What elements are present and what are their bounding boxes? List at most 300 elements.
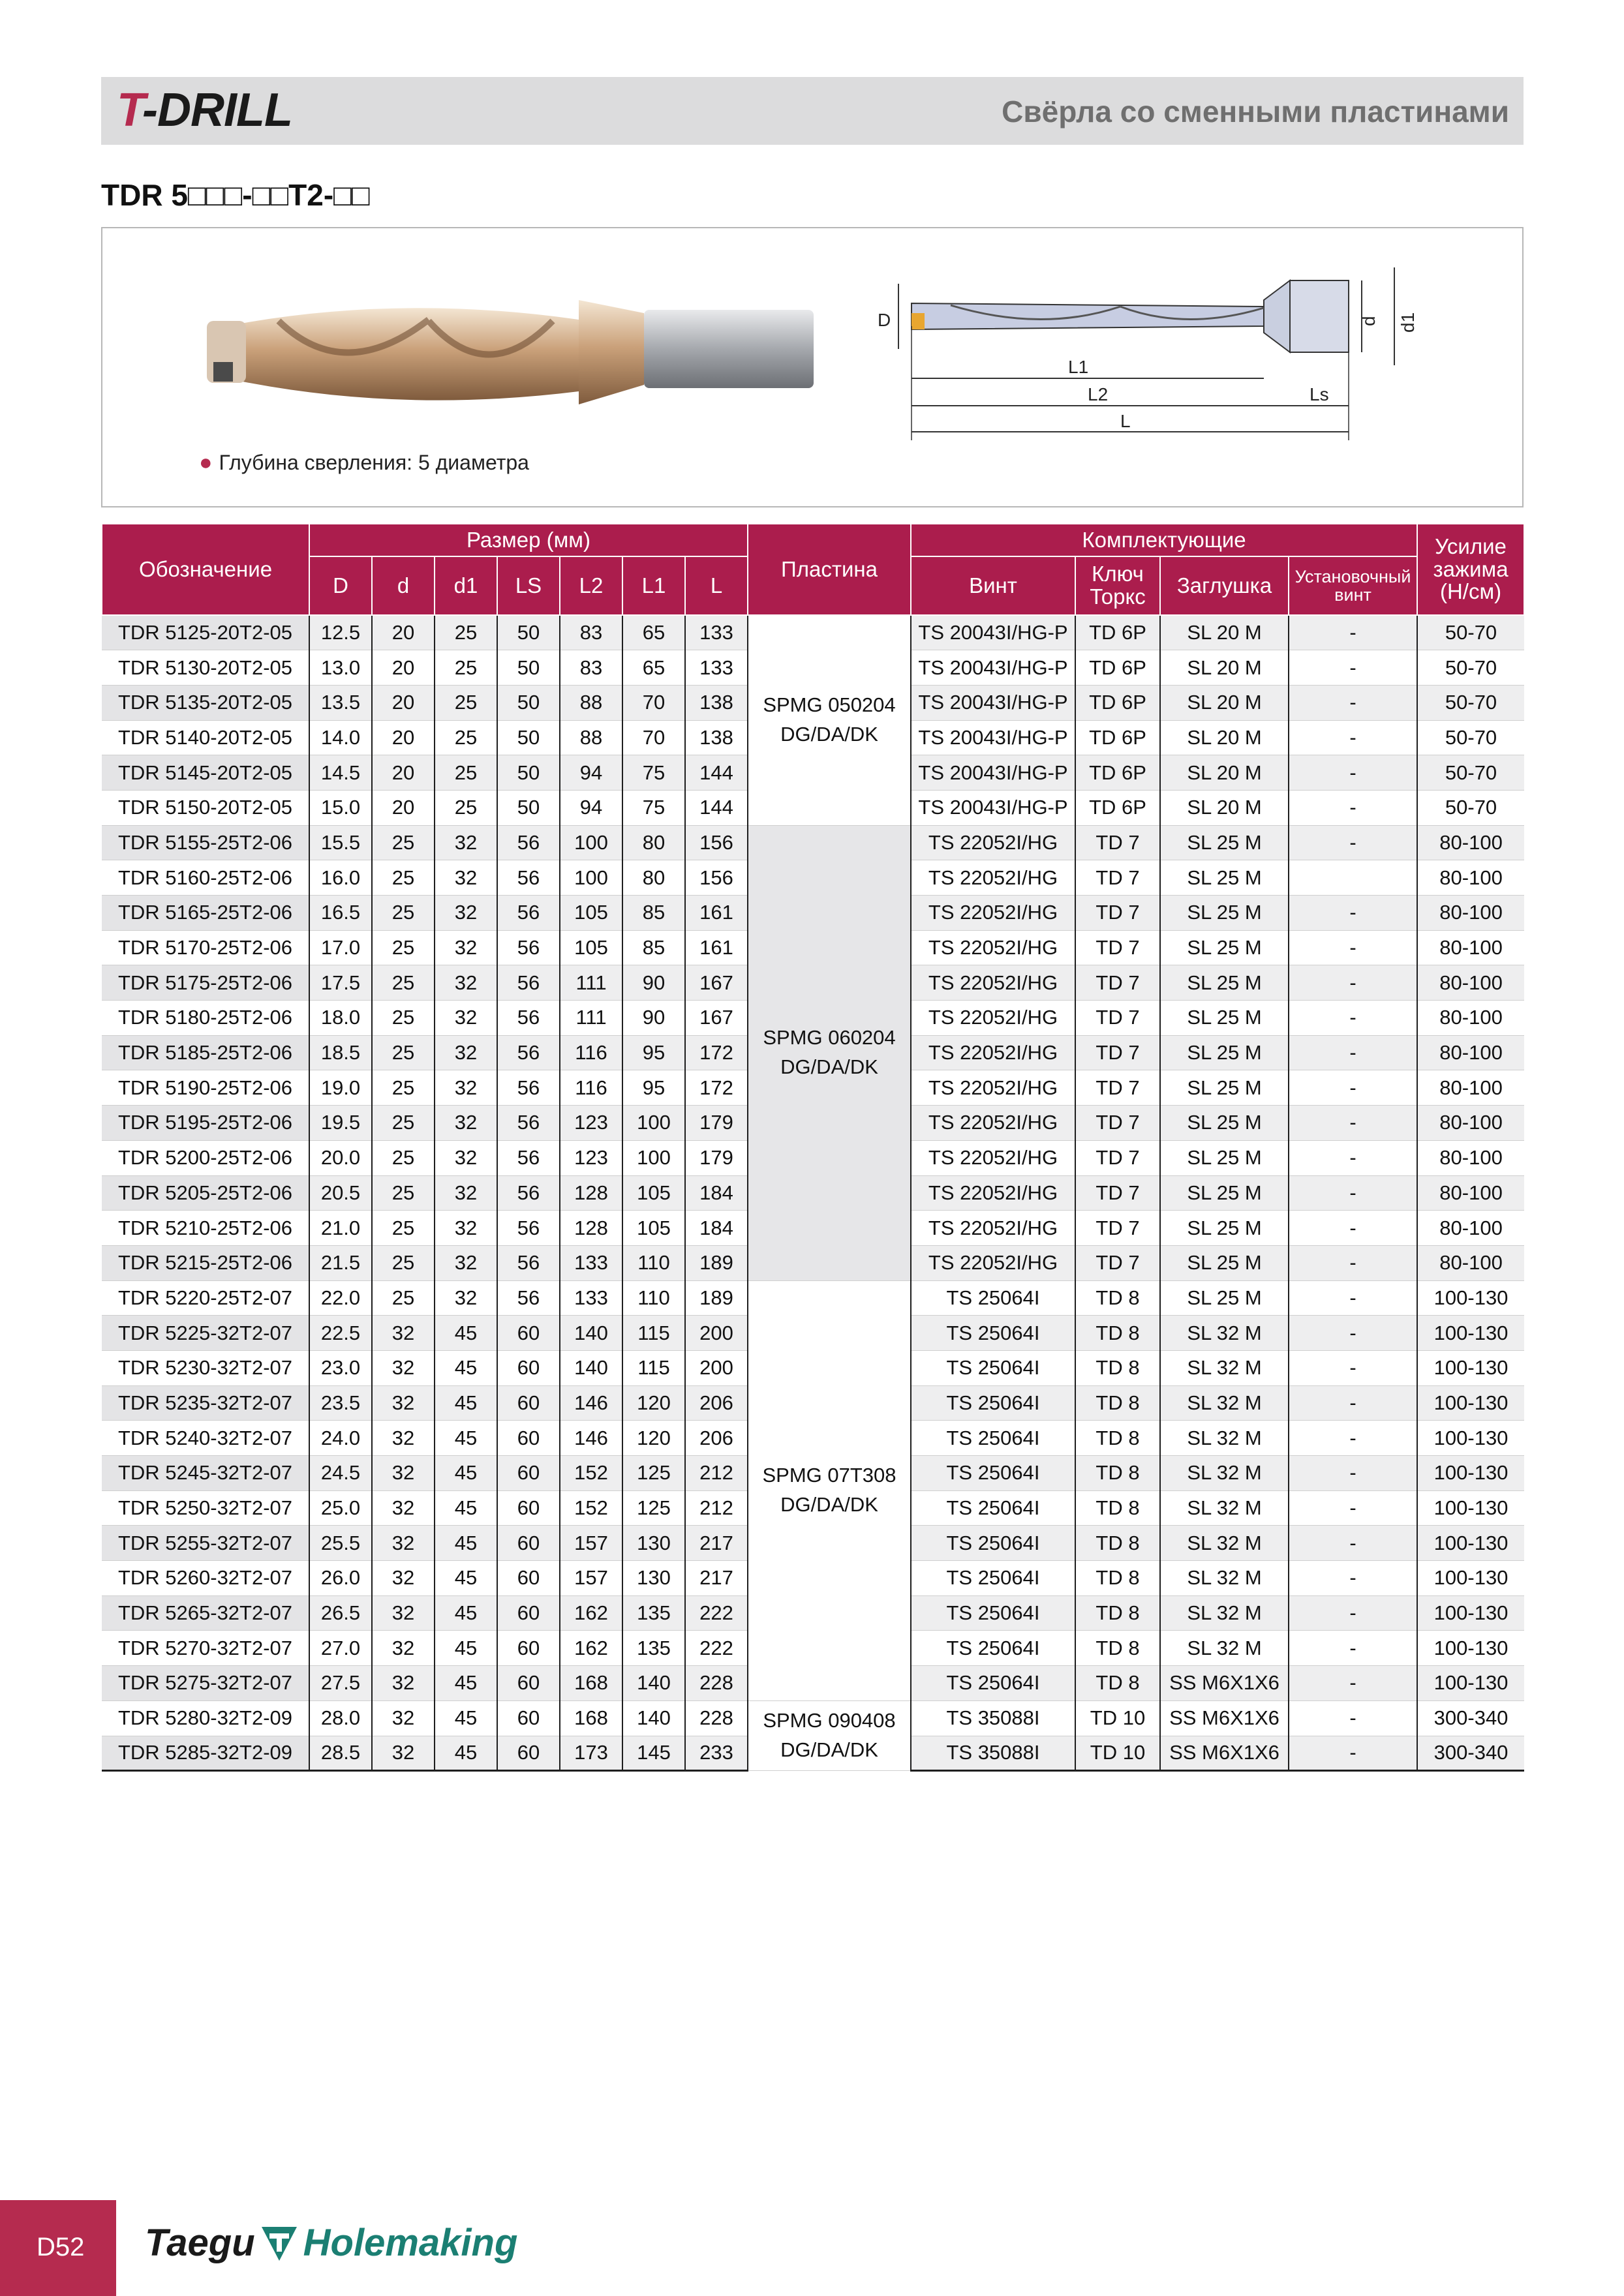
cell-L1: 70: [622, 685, 685, 720]
cell-LS: 56: [497, 1280, 560, 1316]
cell-plug: SL 20 M: [1160, 790, 1289, 825]
cell-force: 100-130: [1417, 1456, 1524, 1491]
cell-force: 100-130: [1417, 1421, 1524, 1456]
cell-D: 19.0: [309, 1070, 372, 1106]
cell-d: 32: [372, 1736, 435, 1771]
cell-force: 50-70: [1417, 755, 1524, 791]
cell-set: -: [1289, 1280, 1417, 1316]
cell-L: 222: [685, 1631, 748, 1666]
cell-L2: 111: [560, 1001, 622, 1036]
cell-L1: 100: [622, 1140, 685, 1175]
cell-screw: TS 22052I/HG: [911, 965, 1075, 1001]
cell-force: 80-100: [1417, 930, 1524, 965]
cell-force: 100-130: [1417, 1350, 1524, 1385]
cell-plug: SL 25 M: [1160, 965, 1289, 1001]
cell-L: 189: [685, 1245, 748, 1280]
cell-plug: SL 20 M: [1160, 615, 1289, 650]
cell-key: TD 8: [1075, 1666, 1160, 1701]
cell-designation: TDR 5170-25T2-06: [102, 930, 309, 965]
cell-key: TD 10: [1075, 1700, 1160, 1736]
cell-L: 144: [685, 790, 748, 825]
cell-plug: SL 32 M: [1160, 1561, 1289, 1596]
cell-plug: SL 25 M: [1160, 896, 1289, 931]
cell-set: -: [1289, 965, 1417, 1001]
cell-D: 24.0: [309, 1421, 372, 1456]
cell-L1: 95: [622, 1035, 685, 1070]
cell-key: TD 7: [1075, 1070, 1160, 1106]
col-D: D: [309, 556, 372, 615]
table-body: [102, 615, 1524, 1771]
cell-force: 100-130: [1417, 1385, 1524, 1421]
cell-set: -: [1289, 1595, 1417, 1631]
cell-L1: 125: [622, 1456, 685, 1491]
cell-L2: 94: [560, 755, 622, 791]
cell-plug: SL 32 M: [1160, 1385, 1289, 1421]
cell-screw: TS 20043I/HG-P: [911, 650, 1075, 686]
cell-D: 18.0: [309, 1001, 372, 1036]
cell-L: 228: [685, 1700, 748, 1736]
cell-key: TD 8: [1075, 1350, 1160, 1385]
cell-d: 25: [372, 1070, 435, 1106]
cell-force: 50-70: [1417, 790, 1524, 825]
cell-key: TD 8: [1075, 1561, 1160, 1596]
cell-L2: 128: [560, 1175, 622, 1211]
cell-d1: 45: [435, 1666, 497, 1701]
cell-plug: SL 25 M: [1160, 860, 1289, 896]
cell-D: 26.0: [309, 1561, 372, 1596]
cell-force: 300-340: [1417, 1736, 1524, 1771]
cell-set: -: [1289, 1245, 1417, 1280]
cell-LS: 50: [497, 650, 560, 686]
cell-D: 12.5: [309, 615, 372, 650]
cell-d1: 45: [435, 1526, 497, 1561]
cell-set: -: [1289, 615, 1417, 650]
cell-key: TD 7: [1075, 1245, 1160, 1280]
cell-screw: TS 25064I: [911, 1456, 1075, 1491]
cell-d1: 32: [435, 1280, 497, 1316]
col-group-components: Комплектующие: [911, 524, 1417, 556]
cell-d1: 32: [435, 825, 497, 860]
cell-LS: 60: [497, 1526, 560, 1561]
cell-d1: 32: [435, 965, 497, 1001]
cell-key: TD 8: [1075, 1526, 1160, 1561]
cell-designation: TDR 5250-32T2-07: [102, 1490, 309, 1526]
cell-screw: TS 25064I: [911, 1631, 1075, 1666]
cell-D: 22.0: [309, 1280, 372, 1316]
cell-D: 27.5: [309, 1666, 372, 1701]
cell-designation: TDR 5280-32T2-09: [102, 1700, 309, 1736]
cell-d1: 25: [435, 790, 497, 825]
cell-L: 138: [685, 720, 748, 755]
cell-force: 100-130: [1417, 1595, 1524, 1631]
cell-L1: 90: [622, 1001, 685, 1036]
cell-LS: 50: [497, 720, 560, 755]
cell-key: TD 8: [1075, 1456, 1160, 1491]
cell-screw: TS 22052I/HG: [911, 860, 1075, 896]
dim-label-d1: d1: [1398, 312, 1418, 333]
cell-screw: TS 22052I/HG: [911, 1001, 1075, 1036]
cell-screw: TS 35088I: [911, 1736, 1075, 1771]
table-row: [102, 615, 1524, 650]
cell-plug: SL 32 M: [1160, 1421, 1289, 1456]
cell-key: TD 8: [1075, 1490, 1160, 1526]
cell-d: 32: [372, 1561, 435, 1596]
cell-L2: 152: [560, 1490, 622, 1526]
cell-set: -: [1289, 685, 1417, 720]
cell-L: 206: [685, 1421, 748, 1456]
cell-d: 32: [372, 1456, 435, 1491]
cell-key: TD 7: [1075, 860, 1160, 896]
cell-designation: TDR 5220-25T2-07: [102, 1280, 309, 1316]
cell-L2: 168: [560, 1666, 622, 1701]
col-set-screw: Установочный винт: [1289, 556, 1417, 615]
cell-designation: TDR 5270-32T2-07: [102, 1631, 309, 1666]
cell-d1: 45: [435, 1736, 497, 1771]
cell-LS: 60: [497, 1316, 560, 1351]
col-screw: Винт: [911, 556, 1075, 615]
cell-L: 217: [685, 1561, 748, 1596]
cell-L1: 70: [622, 720, 685, 755]
cell-plug: SL 25 M: [1160, 1245, 1289, 1280]
cell-D: 20.5: [309, 1175, 372, 1211]
cell-plug: SL 25 M: [1160, 1140, 1289, 1175]
cell-LS: 60: [497, 1736, 560, 1771]
cell-key: TD 6P: [1075, 755, 1160, 791]
cell-d1: 45: [435, 1316, 497, 1351]
cell-D: 23.5: [309, 1385, 372, 1421]
cell-LS: 56: [497, 1070, 560, 1106]
cell-L: 161: [685, 896, 748, 931]
cell-d: 32: [372, 1385, 435, 1421]
cell-L2: 168: [560, 1700, 622, 1736]
cell-screw: TS 25064I: [911, 1421, 1075, 1456]
cell-L: 212: [685, 1490, 748, 1526]
cell-D: 17.0: [309, 930, 372, 965]
cell-force: 80-100: [1417, 1001, 1524, 1036]
cell-screw: TS 20043I/HG-P: [911, 790, 1075, 825]
cell-LS: 60: [497, 1700, 560, 1736]
cell-d: 25: [372, 1245, 435, 1280]
cell-d1: 32: [435, 930, 497, 965]
cell-force: 80-100: [1417, 896, 1524, 931]
cell-force: 80-100: [1417, 825, 1524, 860]
cell-set: -: [1289, 650, 1417, 686]
cell-force: 100-130: [1417, 1561, 1524, 1596]
cell-key: TD 7: [1075, 1035, 1160, 1070]
cell-key: TD 7: [1075, 825, 1160, 860]
cell-plug: SS M6X1X6: [1160, 1700, 1289, 1736]
cell-force: 80-100: [1417, 860, 1524, 896]
cell-d: 32: [372, 1631, 435, 1666]
cell-d1: 32: [435, 1035, 497, 1070]
cell-set: -: [1289, 790, 1417, 825]
cell-set: -: [1289, 1385, 1417, 1421]
cell-L2: 123: [560, 1140, 622, 1175]
cell-set: -: [1289, 1106, 1417, 1141]
cell-d: 32: [372, 1526, 435, 1561]
cell-L1: 90: [622, 965, 685, 1001]
cell-d1: 25: [435, 755, 497, 791]
cell-force: 80-100: [1417, 1175, 1524, 1211]
cell-L: 212: [685, 1456, 748, 1491]
cell-plug: SL 32 M: [1160, 1490, 1289, 1526]
cell-LS: 56: [497, 1035, 560, 1070]
cell-set: -: [1289, 1490, 1417, 1526]
cell-L: 200: [685, 1350, 748, 1385]
cell-LS: 56: [497, 1140, 560, 1175]
cell-force: 80-100: [1417, 1035, 1524, 1070]
cell-d1: 32: [435, 1106, 497, 1141]
cell-L2: 100: [560, 825, 622, 860]
cell-D: 26.5: [309, 1595, 372, 1631]
cell-designation: TDR 5215-25T2-06: [102, 1245, 309, 1280]
cell-screw: TS 25064I: [911, 1280, 1075, 1316]
cell-screw: TS 22052I/HG: [911, 1245, 1075, 1280]
cell-screw: TS 25064I: [911, 1316, 1075, 1351]
cell-plug: SS M6X1X6: [1160, 1666, 1289, 1701]
cell-plug: SL 32 M: [1160, 1456, 1289, 1491]
cell-L: 161: [685, 930, 748, 965]
cell-screw: TS 35088I: [911, 1700, 1075, 1736]
cell-LS: 56: [497, 1245, 560, 1280]
cell-L1: 80: [622, 860, 685, 896]
cell-D: 13.5: [309, 685, 372, 720]
cell-screw: TS 25064I: [911, 1595, 1075, 1631]
cell-screw: TS 22052I/HG: [911, 1035, 1075, 1070]
cell-insert: SPMG 090408 DG/DA/DK: [748, 1700, 911, 1770]
cell-d1: 45: [435, 1350, 497, 1385]
cell-L1: 65: [622, 650, 685, 686]
cell-d: 25: [372, 1280, 435, 1316]
cell-designation: TDR 5200-25T2-06: [102, 1140, 309, 1175]
cell-set: -: [1289, 1001, 1417, 1036]
cell-LS: 56: [497, 825, 560, 860]
cell-force: 100-130: [1417, 1666, 1524, 1701]
cell-L: 233: [685, 1736, 748, 1771]
cell-L: 167: [685, 965, 748, 1001]
cell-LS: 56: [497, 1106, 560, 1141]
cell-L1: 95: [622, 1070, 685, 1106]
cell-force: 80-100: [1417, 965, 1524, 1001]
cell-plug: SL 20 M: [1160, 650, 1289, 686]
cell-key: TD 8: [1075, 1421, 1160, 1456]
cell-force: 80-100: [1417, 1070, 1524, 1106]
cell-L1: 65: [622, 615, 685, 650]
cell-L1: 115: [622, 1350, 685, 1385]
cell-L2: 100: [560, 860, 622, 896]
cell-screw: TS 22052I/HG: [911, 1070, 1075, 1106]
header-band: [101, 77, 1524, 145]
cell-designation: TDR 5150-20T2-05: [102, 790, 309, 825]
cell-force: 50-70: [1417, 615, 1524, 650]
col-designation: Обозначение: [102, 524, 309, 615]
cell-designation: TDR 5225-32T2-07: [102, 1316, 309, 1351]
cell-screw: TS 22052I/HG: [911, 1140, 1075, 1175]
cell-D: 16.5: [309, 896, 372, 931]
cell-D: 21.0: [309, 1211, 372, 1246]
cell-LS: 50: [497, 685, 560, 720]
cell-set: -: [1289, 896, 1417, 931]
cell-screw: TS 25064I: [911, 1526, 1075, 1561]
cell-d: 25: [372, 896, 435, 931]
image-panel: [101, 227, 1524, 507]
cell-designation: TDR 5155-25T2-06: [102, 825, 309, 860]
page-heading: Свёрла со сменными пластинами: [1002, 95, 1509, 128]
cell-screw: TS 20043I/HG-P: [911, 755, 1075, 791]
dim-label-L2: L2: [1088, 384, 1109, 404]
cell-d1: 45: [435, 1700, 497, 1736]
cell-d: 25: [372, 825, 435, 860]
cell-set: -: [1289, 720, 1417, 755]
cell-plug: SL 32 M: [1160, 1631, 1289, 1666]
cell-d1: 45: [435, 1421, 497, 1456]
cell-d1: 32: [435, 1245, 497, 1280]
cell-D: 27.0: [309, 1631, 372, 1666]
cell-plug: SL 20 M: [1160, 720, 1289, 755]
cell-screw: TS 25064I: [911, 1385, 1075, 1421]
cell-L2: 83: [560, 615, 622, 650]
cell-L: 189: [685, 1280, 748, 1316]
cell-key: TD 7: [1075, 896, 1160, 931]
cell-designation: TDR 5235-32T2-07: [102, 1385, 309, 1421]
cell-L1: 85: [622, 930, 685, 965]
cell-d1: 32: [435, 1140, 497, 1175]
cell-key: TD 6P: [1075, 650, 1160, 686]
cell-screw: TS 20043I/HG-P: [911, 685, 1075, 720]
drill-dimension-diagram: [872, 261, 1460, 450]
cell-L: 222: [685, 1595, 748, 1631]
cell-L2: 83: [560, 650, 622, 686]
col-d1: d1: [435, 556, 497, 615]
cell-key: TD 6P: [1075, 720, 1160, 755]
cell-LS: 56: [497, 1001, 560, 1036]
cell-d1: 32: [435, 1001, 497, 1036]
cell-designation: TDR 5240-32T2-07: [102, 1421, 309, 1456]
cell-key: TD 7: [1075, 1175, 1160, 1211]
cell-LS: 56: [497, 1175, 560, 1211]
cell-L: 184: [685, 1211, 748, 1246]
cell-LS: 60: [497, 1385, 560, 1421]
cell-set: -: [1289, 825, 1417, 860]
cell-LS: 60: [497, 1631, 560, 1666]
cell-set: -: [1289, 755, 1417, 791]
cell-L1: 135: [622, 1631, 685, 1666]
cell-L: 138: [685, 685, 748, 720]
cell-plug: SL 25 M: [1160, 1106, 1289, 1141]
cell-D: 18.5: [309, 1035, 372, 1070]
cell-plug: SL 32 M: [1160, 1526, 1289, 1561]
cell-D: 23.0: [309, 1350, 372, 1385]
cell-L1: 140: [622, 1700, 685, 1736]
cell-D: 22.5: [309, 1316, 372, 1351]
cell-L1: 125: [622, 1490, 685, 1526]
cell-plug: SL 20 M: [1160, 685, 1289, 720]
cell-D: 25.5: [309, 1526, 372, 1561]
cell-L1: 120: [622, 1421, 685, 1456]
cell-L: 179: [685, 1140, 748, 1175]
cell-force: 50-70: [1417, 650, 1524, 686]
cell-d: 25: [372, 1001, 435, 1036]
cell-d: 20: [372, 790, 435, 825]
cell-plug: SL 20 M: [1160, 755, 1289, 791]
drilling-depth-note: ● Глубина сверления: 5 диаметра: [199, 450, 529, 475]
cell-force: 80-100: [1417, 1211, 1524, 1246]
cell-force: 300-340: [1417, 1700, 1524, 1736]
cell-screw: TS 25064I: [911, 1350, 1075, 1385]
cell-L2: 140: [560, 1316, 622, 1351]
cell-set: -: [1289, 930, 1417, 965]
cell-d: 32: [372, 1666, 435, 1701]
cell-D: 19.5: [309, 1106, 372, 1141]
taegutec-emblem-icon: [259, 2223, 299, 2263]
brand-logo: T-DRILL: [117, 84, 292, 136]
cell-L2: 162: [560, 1595, 622, 1631]
cell-d: 20: [372, 685, 435, 720]
cell-force: 100-130: [1417, 1280, 1524, 1316]
cell-force: 100-130: [1417, 1631, 1524, 1666]
cell-d: 20: [372, 755, 435, 791]
cell-designation: TDR 5125-20T2-05: [102, 615, 309, 650]
cell-force: 50-70: [1417, 685, 1524, 720]
cell-key: TD 6P: [1075, 615, 1160, 650]
cell-key: TD 7: [1075, 1140, 1160, 1175]
cell-d1: 25: [435, 685, 497, 720]
cell-force: 100-130: [1417, 1316, 1524, 1351]
cell-L2: 94: [560, 790, 622, 825]
dim-label-L: L: [1120, 411, 1131, 431]
cell-designation: TDR 5255-32T2-07: [102, 1526, 309, 1561]
cell-D: 16.0: [309, 860, 372, 896]
bullet-icon: ●: [199, 450, 213, 475]
cell-L: 217: [685, 1526, 748, 1561]
cell-D: 25.0: [309, 1490, 372, 1526]
cell-LS: 56: [497, 965, 560, 1001]
cell-designation: TDR 5260-32T2-07: [102, 1561, 309, 1596]
cell-plug: SL 32 M: [1160, 1350, 1289, 1385]
cell-screw: TS 20043I/HG-P: [911, 615, 1075, 650]
cell-L2: 88: [560, 720, 622, 755]
cell-L: 200: [685, 1316, 748, 1351]
cell-screw: TS 20043I/HG-P: [911, 720, 1075, 755]
cell-L2: 116: [560, 1070, 622, 1106]
cell-key: TD 8: [1075, 1316, 1160, 1351]
cell-set: -: [1289, 1140, 1417, 1175]
cell-d: 25: [372, 1140, 435, 1175]
cell-L2: 152: [560, 1456, 622, 1491]
cell-L2: 162: [560, 1631, 622, 1666]
cell-key: TD 6P: [1075, 685, 1160, 720]
cell-L2: 157: [560, 1561, 622, 1596]
cell-force: 80-100: [1417, 1106, 1524, 1141]
cell-plug: SS M6X1X6: [1160, 1736, 1289, 1771]
cell-L: 206: [685, 1385, 748, 1421]
cell-designation: TDR 5230-32T2-07: [102, 1350, 309, 1385]
cell-plug: SL 25 M: [1160, 825, 1289, 860]
cell-key: TD 7: [1075, 1211, 1160, 1246]
cell-L2: 146: [560, 1421, 622, 1456]
page-number: D52: [37, 2233, 85, 2261]
cell-d: 32: [372, 1421, 435, 1456]
cell-L: 184: [685, 1175, 748, 1211]
cell-D: 20.0: [309, 1140, 372, 1175]
cell-screw: TS 22052I/HG: [911, 896, 1075, 931]
cell-L: 228: [685, 1666, 748, 1701]
col-L2: L2: [560, 556, 622, 615]
col-LS: LS: [497, 556, 560, 615]
cell-D: 24.5: [309, 1456, 372, 1491]
cell-designation: TDR 5195-25T2-06: [102, 1106, 309, 1141]
cell-set: -: [1289, 1035, 1417, 1070]
